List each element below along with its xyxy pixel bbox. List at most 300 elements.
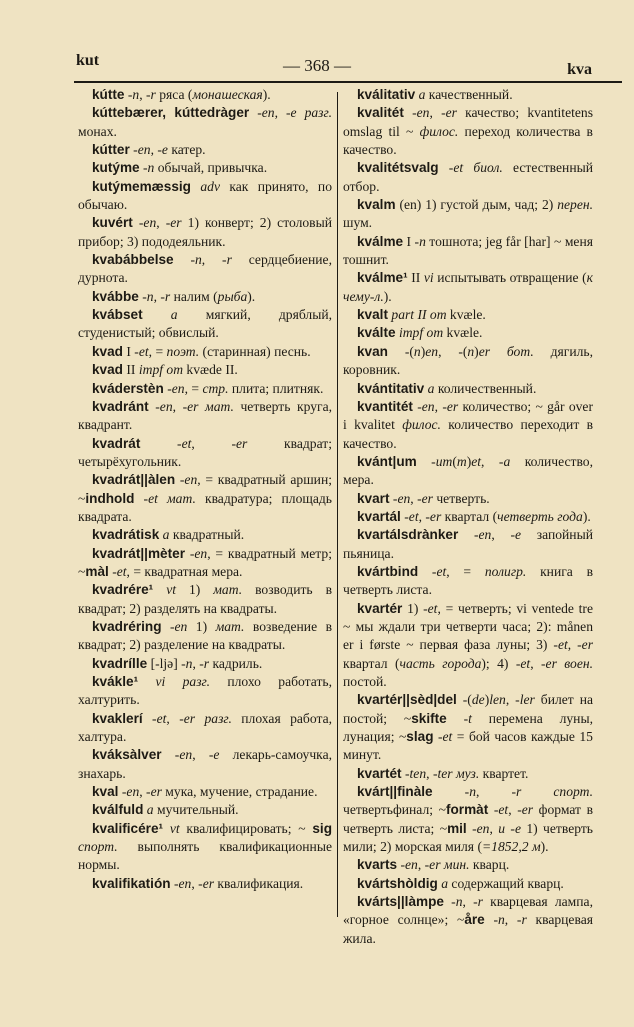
entry-text: переход количества в качество. <box>343 123 593 158</box>
entry-text: четвертьфинал; ~ <box>343 802 446 818</box>
headword: kválme <box>357 233 404 249</box>
entry-text: - <box>138 288 147 304</box>
entry-text: квалифицировать; ~ <box>179 820 313 836</box>
dictionary-entry <box>343 526 593 563</box>
entry-text: - <box>412 398 422 414</box>
italic-label: en <box>194 545 208 561</box>
entry-text: квалификация. <box>214 875 304 891</box>
entry-text: ) <box>484 692 490 708</box>
entry-text: - <box>466 820 477 836</box>
entry-text <box>297 105 305 120</box>
entry-text: количественный. <box>434 380 537 396</box>
entry-text: ( <box>452 453 457 469</box>
italic-label: a <box>170 307 178 323</box>
headword: kvárt||finàle <box>357 784 433 800</box>
italic-label: er <box>545 655 557 671</box>
subentry-word: skifte <box>411 710 447 726</box>
entry-text: четверть круга, квадрант. <box>78 398 332 433</box>
italic-label: ter <box>437 765 453 781</box>
italic-label: et <box>498 802 509 818</box>
headword: kvad <box>92 362 123 378</box>
dictionary-entry <box>78 86 332 104</box>
entry-text: , - <box>139 784 151 800</box>
dictionary-entry <box>78 398 332 435</box>
italic-label: et <box>471 453 482 469</box>
entry-text: - <box>484 912 498 928</box>
entry-text: , - <box>139 87 151 102</box>
headword: kvalitétsvalg <box>357 160 439 176</box>
dictionary-entry <box>78 801 332 819</box>
italic-label: муз. <box>455 765 480 781</box>
entry-text: квадратный. <box>169 527 245 543</box>
entry-text: , - <box>166 710 184 726</box>
headword: kúttebærer, kúttedràger <box>92 105 250 121</box>
dictionary-entry <box>343 104 593 159</box>
entry-text: -( <box>456 692 472 708</box>
entry-text: , = <box>446 563 485 579</box>
italic-label: ler <box>519 692 535 708</box>
dictionary-entry <box>343 343 593 380</box>
italic-label: мат. <box>205 398 234 414</box>
italic-label: воен. <box>564 655 593 671</box>
headword: kvalifikatión <box>92 875 171 891</box>
entry-text: как принято, по обычаю. <box>78 178 332 213</box>
left-column <box>78 86 332 991</box>
entry-text: , - <box>150 142 162 158</box>
italic-label: мат. <box>167 490 196 506</box>
entry-text: - <box>108 563 117 579</box>
italic-label: en <box>478 527 492 543</box>
italic-label: et <box>181 435 192 451</box>
entry-text: - <box>173 252 195 268</box>
entry-text: 1) - <box>402 600 428 616</box>
entry-text: (en) 1) густой дым, чад; 2) <box>395 197 558 213</box>
entry-text: - <box>132 215 144 231</box>
entry-text: - <box>418 563 437 579</box>
headword: kvaklerí <box>92 710 143 726</box>
headword: kvákle¹ <box>92 674 139 689</box>
headword: kvartálsdrànker <box>357 527 459 543</box>
italic-label: er <box>581 637 593 653</box>
entry-text: , - <box>567 637 582 653</box>
entry-text: , -( <box>438 343 468 359</box>
italic-label: er <box>236 435 248 451</box>
subentry-word: màl <box>85 563 109 579</box>
entry-text: , - <box>462 894 478 910</box>
italic-label: en <box>416 105 430 121</box>
entry-text: - <box>432 784 470 800</box>
subentry-word: sig <box>312 820 332 836</box>
italic-label: r <box>516 784 522 800</box>
headword: kvárts||làmpe <box>357 894 444 910</box>
entry-text: , - <box>192 655 204 671</box>
entry-text: - <box>185 545 195 561</box>
entry-text: II <box>122 362 139 378</box>
italic-label: спорт. <box>553 784 593 800</box>
dictionary-entry <box>343 453 593 490</box>
headword: kvart <box>357 490 390 506</box>
entry-text: - <box>249 105 262 121</box>
entry-text: - <box>161 618 175 634</box>
italic-label: t <box>468 710 472 726</box>
entry-text: , = квадратная мера. <box>126 563 243 579</box>
headword: kvalificére¹ <box>92 820 164 836</box>
running-head-right: kva <box>567 61 592 78</box>
italic-label: полигр. <box>484 563 527 579</box>
entry-text <box>191 179 200 194</box>
italic-label: n <box>147 160 155 176</box>
dictionary-entry <box>343 306 593 324</box>
dictionary-entry <box>343 691 593 764</box>
italic-label: m <box>456 453 467 469</box>
entry-text: , - <box>504 912 522 928</box>
italic-label: er <box>183 710 196 726</box>
italic-label: en <box>171 380 185 396</box>
entry-text: плохо работать, халтурить. <box>78 674 332 708</box>
italic-label: r <box>521 912 527 928</box>
dictionary-entry <box>78 104 332 141</box>
italic-label: разг. <box>304 105 332 121</box>
entry-text: 1) четверть мили; 2) морская миля ( <box>343 820 593 855</box>
entry-text: квартал ( <box>343 655 400 671</box>
italic-label: adv <box>200 178 220 194</box>
entry-text: - <box>443 894 456 910</box>
dictionary-entry <box>343 398 593 453</box>
italic-label: a <box>146 802 154 818</box>
headword: kválme¹ <box>357 270 408 286</box>
entry-text: , - <box>476 784 516 800</box>
dictionary-entry <box>78 673 332 710</box>
entry-text: монах. <box>78 123 117 139</box>
headword: kvábbe <box>92 288 139 304</box>
headword: kutýmemæssig <box>92 178 191 194</box>
italic-label: en <box>425 343 439 359</box>
entry-text: кварц. <box>469 857 510 873</box>
entry-text: , = квадратный аршин; ~ <box>78 472 332 506</box>
headword: kváderstèn <box>92 380 164 396</box>
entry-text: , = <box>148 343 167 359</box>
italic-label: спорт. <box>78 839 118 855</box>
italic-label: к чему-л. <box>343 270 593 304</box>
italic-label: r <box>226 252 232 268</box>
dictionary-entry <box>343 783 593 856</box>
italic-label: r <box>150 87 156 102</box>
entry-text: - <box>389 490 398 506</box>
entry-text: плохая работа, халтура. <box>78 710 332 745</box>
entry-text: кадриль. <box>209 655 263 671</box>
dictionary-entry <box>78 380 332 398</box>
italic-label: len <box>489 692 506 708</box>
dictionary-entry <box>78 306 332 343</box>
entry-text: - <box>139 160 148 176</box>
italic-label: et <box>148 490 158 506</box>
italic-label: en <box>184 472 198 488</box>
italic-label: et <box>436 563 447 579</box>
italic-label: e <box>161 142 168 158</box>
entry-text: , - <box>172 398 188 414</box>
right-column <box>343 86 593 991</box>
italic-label: четверть года <box>497 508 583 524</box>
dictionary-entry <box>343 159 593 196</box>
dictionary-entry <box>78 435 332 472</box>
entry-text: - <box>140 435 182 451</box>
entry-text: ). <box>540 839 549 855</box>
entry-text: , - <box>410 490 422 506</box>
entry-text: 1) конверт; 2) столовый прибор; 3) пододеяльник. <box>78 215 332 249</box>
dictionary-entry <box>343 490 593 508</box>
entry-text: , - <box>192 747 214 763</box>
italic-label: er <box>202 875 215 891</box>
entry-text: мягкий, дряблый, студенистый; обвислый. <box>78 307 332 341</box>
italic-label: e <box>213 747 220 763</box>
headword: kvalt <box>357 307 388 323</box>
italic-label: мат. <box>213 582 243 598</box>
italic-label: n <box>413 343 421 359</box>
entry-text: , - <box>491 527 515 543</box>
italic-label: en <box>421 398 435 414</box>
entry-text: , - <box>153 288 165 304</box>
entry-text: сердцебиение, дурнота. <box>78 252 332 286</box>
italic-label: en <box>261 105 275 121</box>
column-divider <box>337 92 338 917</box>
entry-text: качественный. <box>425 87 513 102</box>
italic-label: en <box>143 215 157 231</box>
subentry-word: formàt <box>445 802 489 818</box>
italic-label: n <box>194 252 202 268</box>
dictionary-entry <box>343 380 593 398</box>
italic-label: перен. <box>557 197 593 213</box>
italic-label: en <box>178 875 192 891</box>
entry-text: - <box>458 527 479 543</box>
entry-text: квадратура; площадь квадрата. <box>78 490 332 524</box>
entry-text: - <box>129 142 138 158</box>
entry-text: - <box>170 875 179 891</box>
entry-text: - <box>175 472 185 488</box>
italic-label: a <box>418 87 426 102</box>
headword: kvadrátisk <box>92 527 160 543</box>
entry-text: - <box>397 857 405 873</box>
headword: kvadrére¹ <box>92 582 154 598</box>
entry-text: - <box>142 710 157 726</box>
entry-text: II <box>407 270 424 286</box>
headword: kútter <box>92 142 130 158</box>
italic-label: =1852,2 м <box>481 839 541 855</box>
headword: kvantitét <box>357 398 413 414</box>
entry-text: - <box>488 802 499 818</box>
entry-text: ряса ( <box>155 87 193 102</box>
entry-text: , - <box>417 857 430 873</box>
dictionary-entry <box>343 600 593 692</box>
italic-label: er <box>521 802 534 818</box>
headword: kvadrát||mèter <box>92 545 185 561</box>
italic-label: часть города <box>399 655 482 671</box>
italic-label: et <box>116 563 127 579</box>
subentry-word: åre <box>464 912 485 928</box>
italic-label: er <box>446 398 459 414</box>
dictionary-entry <box>78 251 332 288</box>
headword: kválfuld <box>92 802 144 818</box>
italic-label: r <box>164 288 171 304</box>
entry-text: мучительный. <box>153 802 239 818</box>
entry-text <box>143 307 171 322</box>
entry-text: , = четверть; vi ventede tre ~ мы ждали три четверти часа; 2): månen er i første ~ первая фаза луны; 3) - <box>343 600 593 653</box>
entry-text: формат в четверть листа; ~ <box>343 802 593 836</box>
headword: kvadrát||àlen <box>92 472 176 488</box>
italic-label: n <box>419 233 426 249</box>
italic-label: en <box>174 618 188 634</box>
headword: kvánt|um <box>357 453 417 469</box>
italic-label: um <box>435 453 453 469</box>
subentry-word: indhold <box>85 490 135 506</box>
italic-label: n <box>146 288 154 304</box>
entry-text: квартет. <box>479 765 529 781</box>
italic-label: разг. <box>204 710 232 726</box>
italic-label: vt <box>166 582 176 598</box>
entry-text: плита; плитняк. <box>228 380 324 396</box>
italic-label: et <box>156 710 167 726</box>
dictionary-entry <box>78 875 332 893</box>
entry-text: постой. <box>343 674 387 689</box>
entry-text: 1) <box>187 618 216 634</box>
italic-label: стр. <box>202 380 229 396</box>
entry-text <box>490 344 507 359</box>
entry-text: , = <box>184 380 203 396</box>
dictionary-entry <box>78 710 332 747</box>
headword: kvadréring <box>92 618 162 634</box>
entry-text: выполнять квалификационные нормы. <box>78 839 332 873</box>
entry-text <box>521 784 553 799</box>
entry-text <box>138 674 155 689</box>
entry-text: - <box>118 784 127 800</box>
headword: kvártshòldig <box>357 875 438 891</box>
italic-label: er <box>170 215 182 231</box>
headword: kválitativ <box>357 87 416 102</box>
entry-text: запойный пьяница. <box>343 527 593 561</box>
entry-text: дягиль, коровник. <box>343 343 593 378</box>
headword: kuvért <box>92 215 133 231</box>
italic-label: u <box>498 820 506 836</box>
italic-label: et <box>520 655 531 671</box>
dictionary-entry <box>78 746 332 783</box>
entry-text <box>153 582 166 597</box>
italic-label: n <box>132 87 140 102</box>
entry-text: - <box>438 160 454 176</box>
headword: kvalitét <box>357 105 404 121</box>
dictionary-entry <box>78 545 332 582</box>
dictionary-entry <box>343 765 593 783</box>
entry-text: лекарь-самоучка, знахарь. <box>78 747 332 781</box>
entry-text: - <box>403 105 417 121</box>
entry-text: - <box>161 747 180 763</box>
subentry-word: slag <box>406 729 434 745</box>
entry-text: - <box>401 765 410 781</box>
italic-label: e <box>514 820 521 836</box>
entry-text: ) <box>466 453 472 469</box>
entry-text: катер. <box>167 142 206 158</box>
italic-label: et <box>408 508 419 524</box>
italic-label: мат. <box>215 618 245 634</box>
italic-label: разг. <box>182 674 211 689</box>
italic-label: er <box>478 343 491 359</box>
entry-text: количество переходит в качество. <box>343 417 593 451</box>
entry-text: , - <box>505 692 520 708</box>
entry-text: , - <box>481 453 504 469</box>
entry-text: возводить в квадрат; 2) разделять на квадраты. <box>78 582 332 616</box>
italic-label: et <box>427 600 438 616</box>
italic-label: бот. <box>506 343 534 359</box>
dictionary-entry <box>78 288 332 306</box>
dictionary-entry <box>78 526 332 544</box>
entry-text: ) <box>420 343 426 359</box>
italic-label: part II om <box>391 307 447 323</box>
entry-text: - <box>134 490 149 506</box>
italic-label: et <box>442 729 453 745</box>
entry-text: ). <box>582 508 591 524</box>
entry-text: 1) <box>176 582 214 598</box>
italic-label: e <box>514 527 522 543</box>
italic-label: er <box>429 508 442 524</box>
entry-text: количество; ~ går over i kvalitet <box>343 398 593 433</box>
italic-label: r <box>203 655 210 671</box>
entry-text: билет на постой; ~ <box>343 692 593 726</box>
italic-label: en <box>397 490 411 506</box>
italic-label: en <box>137 142 151 158</box>
entry-text: квадрат; четырёхугольник. <box>78 435 332 469</box>
entry-text <box>165 674 182 689</box>
headword: kvarts <box>357 857 398 873</box>
entry-text: шум. <box>343 215 373 231</box>
entry-text: - <box>433 729 443 745</box>
italic-label: n <box>467 343 475 359</box>
subentry-word: mil <box>447 820 467 836</box>
italic-label: vi <box>155 674 166 689</box>
headword: kval <box>92 784 119 800</box>
italic-label: n <box>469 784 476 800</box>
dictionary-entry <box>78 618 332 655</box>
italic-label: n <box>498 912 505 928</box>
entry-text: - <box>163 380 172 396</box>
entry-text: - <box>124 87 133 102</box>
italic-label: рыба <box>217 288 248 304</box>
italic-label: монашеская <box>192 87 263 102</box>
entry-text: - <box>505 820 515 836</box>
dictionary-entry <box>78 214 332 251</box>
entry-text: количество, мера. <box>343 453 593 488</box>
dictionary-entry <box>78 361 332 379</box>
entry-text: kvæle. <box>446 307 486 323</box>
entry-text: кварцевая жила. <box>343 912 593 946</box>
italic-label: n <box>185 655 193 671</box>
italic-label: er <box>445 105 457 121</box>
italic-label: a <box>503 453 511 469</box>
italic-label: биол. <box>473 160 503 176</box>
headword: kvadrílle <box>92 655 148 671</box>
italic-label: et <box>557 637 568 653</box>
entry-text: мука, мучение, страдание. <box>161 784 318 800</box>
entry-text: kvæde II. <box>183 362 238 378</box>
entry-text: - <box>400 508 409 524</box>
entry-text: [-ljə] - <box>147 655 186 671</box>
entry-text: -( <box>387 343 414 359</box>
entry-text: (старинная) песнь. <box>199 343 311 359</box>
entry-text <box>463 160 473 175</box>
entry-text: налим ( <box>170 288 218 304</box>
entry-text: , - <box>434 398 447 414</box>
entry-text: ); 4) - <box>481 655 521 671</box>
entry-text <box>163 821 170 836</box>
header-rule <box>74 81 622 83</box>
italic-label: r <box>477 894 483 910</box>
